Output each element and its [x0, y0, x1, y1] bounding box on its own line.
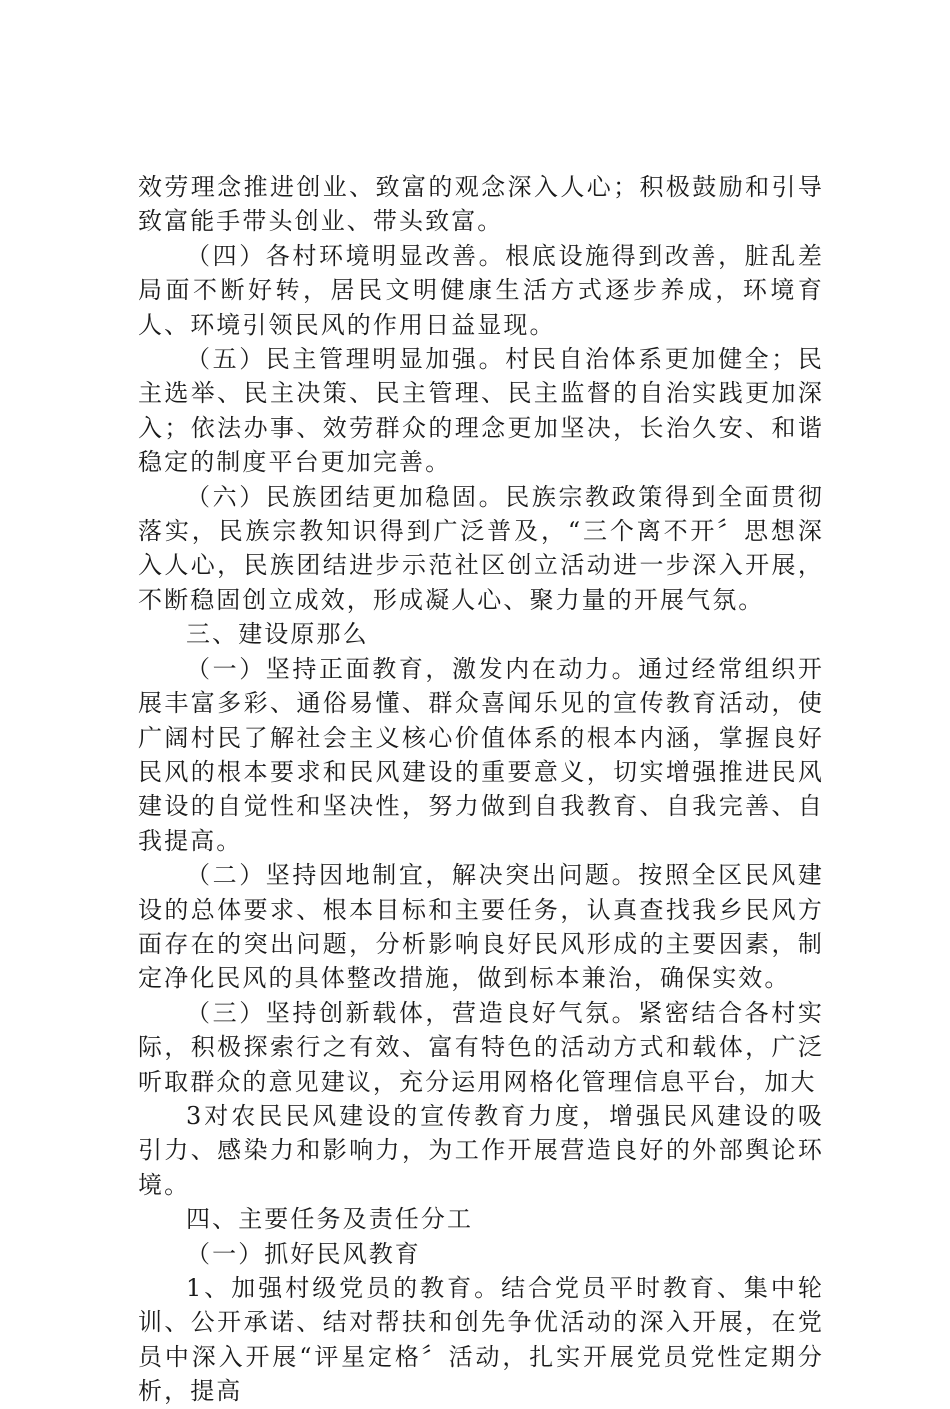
paragraph-item-6: （六）民族团结更加稳固。民族宗教政策得到全面贯彻落实，民族宗教知识得到广泛普及，“三个离不开〞思想深入人心，民族团结进步示范社区创立活动进一步深入开展，不断稳固创立成效，形成凝人心、聚力量的开展气氛。	[138, 482, 824, 614]
section-heading-4: 四、主要任务及责任分工	[186, 1205, 474, 1234]
subsection-heading-1: （一）抓好民风教育	[186, 1239, 421, 1268]
paragraph-task-1: 1、加强村级党员的教育。结合党员平时教育、集中轮训、公开承诺、结对帮扶和创先争优活动的深入开展，在党员中深入开展“评星定格〞活动，扎实开展党员党性定期分析，提高	[138, 1274, 824, 1406]
document-body	[138, 170, 824, 1409]
paragraph-item-5: （五）民主管理明显加强。村民自治体系更加健全；民主选举、民主决策、民主管理、民主监督的自治实践更加深入；依法办事、效劳群众的理念更加坚决，长治久安、和谐稳定的制度平台更加完善。	[138, 345, 824, 477]
paragraph-principle-1: （一）坚持正面教育，激发内在动力。通过经常组织开展丰富多彩、通俗易懂、群众喜闻乐见的宣传教育活动，使广阔村民了解社会主义核心价值体系的根本内涵，掌握良好民风的根本要求和民风建设的重要意义，切实增强推进民风建设的自觉性和坚决性，努力做到自我教育、自我完善、自我提高。	[138, 654, 824, 855]
paragraph-page-break-continuation: 3对农民民风建设的宣传教育力度，增强民风建设的吸引力、感染力和影响力，为工作开展营造良好的外部舆论环境。	[138, 1101, 824, 1199]
paragraph-principle-3: （三）坚持创新载体，营造良好气氛。紧密结合各村实际，积极探索行之有效、富有特色的活动方式和载体，广泛听取群众的意见建议，充分运用网格化管理信息平台，加大	[138, 998, 824, 1096]
paragraph-continuation: 效劳理念推进创业、致富的观念深入人心；积极鼓励和引导致富能手带头创业、带头致富。	[138, 173, 824, 236]
paragraph-item-4: （四）各村环境明显改善。根底设施得到改善，脏乱差局面不断好转，居民文明健康生活方式逐步养成，环境育人、环境引领民风的作用日益显现。	[138, 241, 824, 339]
paragraph-principle-2: （二）坚持因地制宜，解决突出问题。按照全区民风建设的总体要求、根本目标和主要任务，认真查找我乡民风方面存在的突出问题，分析影响良好民风形成的主要因素，制定净化民风的具体整改措施，做到标本兼治，确保实效。	[138, 861, 824, 993]
section-heading-3: 三、建设原那么	[186, 620, 369, 649]
